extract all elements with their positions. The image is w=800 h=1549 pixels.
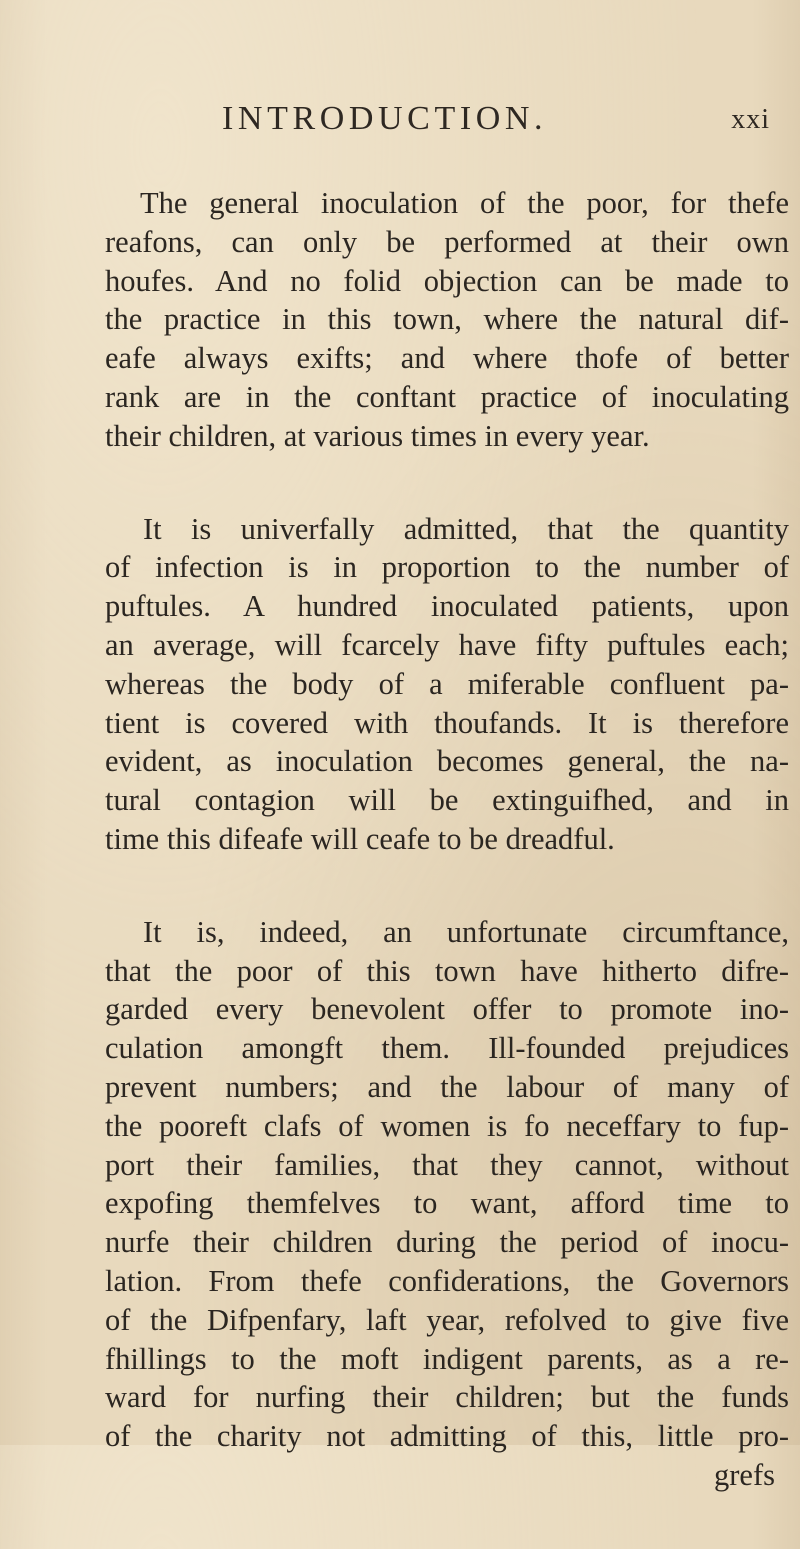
text-line: nurfe their children during the period of inocu- <box>105 1225 789 1260</box>
text-line: whereas the body of a miferable confluent pa- <box>105 666 789 701</box>
text-line: garded every benevolent offer to promote ino- <box>105 992 789 1027</box>
text-line: the pooreft clafs of women is fo neceffary to fup- <box>105 1108 789 1143</box>
text-line: tural contagion will be extinguifhed, and in <box>105 783 789 818</box>
text-line: time this difeafe will ceafe to be dreadful. <box>105 821 615 856</box>
text-line: of the Difpenfary, laft year, refolved to give five <box>105 1302 789 1337</box>
body-text <box>105 184 789 1549</box>
text-line: houfes. And no folid objection can be made to <box>105 263 789 298</box>
paragraph <box>105 913 789 1495</box>
text-line: It is univerfally admitted, that the quantity <box>143 511 789 546</box>
text-line: The general inoculation of the poor, for thefe <box>140 186 789 220</box>
text-line: port their families, that they cannot, without <box>105 1147 789 1182</box>
text-line: ward for nurfing their children; but the funds <box>105 1380 789 1415</box>
catchword: grefs <box>714 1457 775 1492</box>
text-line: culation amongft them. Ill-founded prejudices <box>105 1031 789 1066</box>
text-line: fhillings to the moft indigent parents, as a re- <box>105 1341 789 1376</box>
text-line: their children, at various times in every year. <box>105 418 650 453</box>
text-line: prevent numbers; and the labour of many of <box>105 1069 789 1104</box>
text-line: the practice in this town, where the natural dif- <box>105 302 789 337</box>
page-number: xxi <box>731 104 770 135</box>
text-line: rank are in the conftant practice of inoculating <box>105 379 789 414</box>
text-line: an average, will fcarcely have fifty puftules each; <box>105 627 789 662</box>
text-line: of the charity not admitting of this, little pro- <box>105 1419 789 1454</box>
paragraph <box>105 184 789 456</box>
running-head <box>222 100 770 142</box>
text-line: It is, indeed, an unfortunate circumftance, <box>143 914 789 949</box>
text-line: lation. From thefe confiderations, the Governors <box>105 1263 789 1298</box>
text-line: puftules. A hundred inoculated patients, upon <box>105 589 789 624</box>
text-line: eafe always exifts; and where thofe of better <box>105 341 789 376</box>
running-title: INTRODUCTION. <box>222 100 548 137</box>
text-line: of infection is in proportion to the number of <box>105 550 789 585</box>
text-line: that the poor of this town have hitherto difre- <box>105 953 789 988</box>
text-line: evident, as inoculation becomes general, the na- <box>105 744 789 779</box>
text-line: expofing themfelves to want, afford time to <box>105 1186 789 1221</box>
text-line: tient is covered with thoufands. It is therefore <box>105 705 789 740</box>
text-line: reafons, can only be performed at their own <box>105 224 789 259</box>
paragraph <box>105 510 789 859</box>
